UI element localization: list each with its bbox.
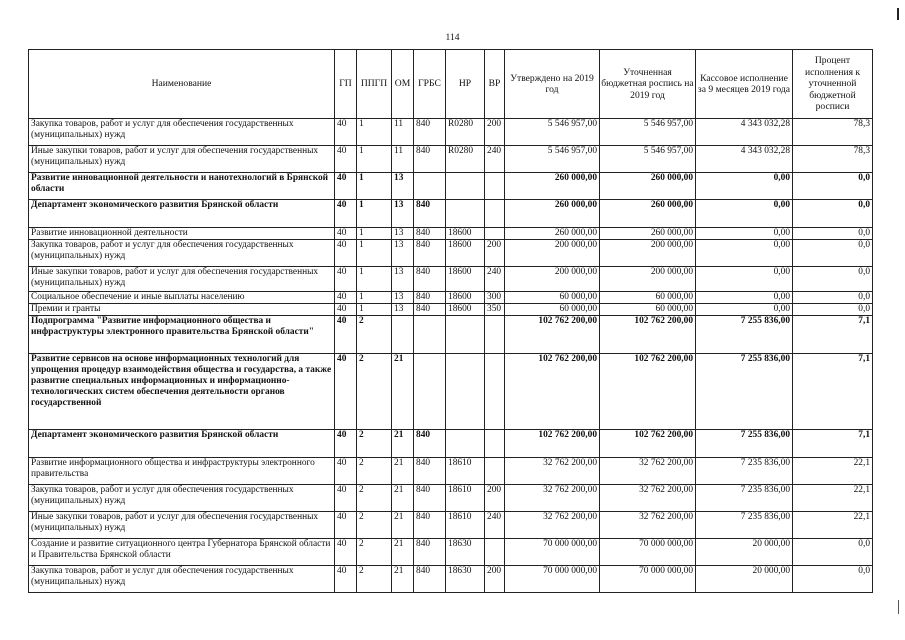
cell-pgp: 2: [357, 485, 392, 512]
cell-np: 18600: [446, 240, 485, 267]
table-row: [29, 240, 873, 267]
table-header-row: [29, 50, 873, 119]
cell-percent: 78,3: [793, 119, 873, 146]
cell-om: 13: [392, 200, 414, 228]
cell-name: Развитие инновационной деятельности и нанотехнологий в Брянской области: [29, 173, 335, 200]
col-header-approved: Утверждено на 2019 год: [505, 50, 600, 119]
cell-np: R0280: [446, 146, 485, 173]
cell-name: Премии и гранты: [29, 304, 335, 316]
cell-approved: 32 762 200,00: [505, 485, 600, 512]
cell-name: Развитие сервисов на основе информационных технологий для упрощения процедур взаимодействия общества и государства, а также развитие специальных информационных и информационно-технологических систем обеспечения деятельности органов государственной: [29, 354, 335, 430]
cell-gp: 40: [335, 430, 357, 458]
col-header-gp: ГП: [335, 50, 357, 119]
table-row: [29, 316, 873, 354]
cell-np: [446, 430, 485, 458]
cell-refined: 60 000,00: [600, 292, 696, 304]
cell-grbs: 840: [414, 292, 446, 304]
cell-cash: 7 255 836,00: [696, 316, 793, 354]
cell-np: [446, 200, 485, 228]
col-header-refined: Уточненная бюджетная роспись на 2019 год: [600, 50, 696, 119]
cell-gp: 40: [335, 200, 357, 228]
cell-om: 13: [392, 292, 414, 304]
cell-cash: 0,00: [696, 267, 793, 292]
cell-cash: 0,00: [696, 228, 793, 240]
cell-gp: 40: [335, 267, 357, 292]
cell-pgp: 2: [357, 539, 392, 566]
cell-percent: 7,1: [793, 430, 873, 458]
cell-refined: 102 762 200,00: [600, 316, 696, 354]
cell-percent: 0,0: [793, 240, 873, 267]
cell-percent: 0,0: [793, 539, 873, 566]
col-header-grbs: ГРБС: [414, 50, 446, 119]
cell-grbs: [414, 173, 446, 200]
cell-np: [446, 173, 485, 200]
cell-approved: 70 000 000,00: [505, 539, 600, 566]
cell-name: Иные закупки товаров, работ и услуг для обеспечения государственных (муниципальных) нужд: [29, 512, 335, 539]
cell-om: 11: [392, 146, 414, 173]
cell-cash: 0,00: [696, 200, 793, 228]
cell-pgp: 1: [357, 173, 392, 200]
cell-name: Развитие инновационной деятельности: [29, 228, 335, 240]
cell-vr: [485, 173, 505, 200]
table-row: [29, 566, 873, 593]
cell-np: [446, 354, 485, 430]
cell-grbs: 840: [414, 304, 446, 316]
cell-om: 21: [392, 512, 414, 539]
cell-cash: 7 235 836,00: [696, 485, 793, 512]
table-row: [29, 430, 873, 458]
cell-grbs: 840: [414, 267, 446, 292]
cell-gp: 40: [335, 119, 357, 146]
cell-np: R0280: [446, 119, 485, 146]
cell-approved: 5 546 957,00: [505, 146, 600, 173]
cell-pgp: 2: [357, 354, 392, 430]
cell-grbs: 840: [414, 200, 446, 228]
cell-cash: 7 255 836,00: [696, 354, 793, 430]
cell-pgp: 2: [357, 566, 392, 593]
cell-vr: 300: [485, 292, 505, 304]
cell-gp: 40: [335, 539, 357, 566]
cell-np: 18630: [446, 539, 485, 566]
cell-grbs: 840: [414, 485, 446, 512]
cell-np: 18610: [446, 485, 485, 512]
cell-percent: 0,0: [793, 304, 873, 316]
cell-om: 13: [392, 267, 414, 292]
cell-percent: 0,0: [793, 173, 873, 200]
cell-grbs: [414, 316, 446, 354]
cell-cash: 0,00: [696, 304, 793, 316]
cell-gp: 40: [335, 512, 357, 539]
col-header-vr: ВР: [485, 50, 505, 119]
cell-grbs: 840: [414, 566, 446, 593]
cell-om: 21: [392, 458, 414, 485]
table-row: [29, 119, 873, 146]
cell-name: Департамент экономического развития Брянской области: [29, 200, 335, 228]
cell-name: Иные закупки товаров, работ и услуг для обеспечения государственных (муниципальных) нужд: [29, 267, 335, 292]
cell-grbs: 840: [414, 240, 446, 267]
cell-cash: 20 000,00: [696, 566, 793, 593]
cell-vr: 200: [485, 240, 505, 267]
cell-np: 18630: [446, 566, 485, 593]
cell-name: Создание и развитие ситуационного центра Губернатора Брянской области и Правительства Брянской области: [29, 539, 335, 566]
cell-np: 18600: [446, 292, 485, 304]
table-row: [29, 228, 873, 240]
cell-pgp: 1: [357, 119, 392, 146]
cell-om: 13: [392, 240, 414, 267]
cell-pgp: 2: [357, 430, 392, 458]
cell-percent: 78,3: [793, 146, 873, 173]
cell-om: 13: [392, 228, 414, 240]
cell-percent: 22,1: [793, 485, 873, 512]
cell-grbs: 840: [414, 430, 446, 458]
col-header-om: ОМ: [392, 50, 414, 119]
cell-vr: [485, 316, 505, 354]
cell-vr: 240: [485, 146, 505, 173]
cell-om: 21: [392, 539, 414, 566]
cell-name: Департамент экономического развития Брянской области: [29, 430, 335, 458]
cell-cash: 0,00: [696, 240, 793, 267]
table-row: [29, 458, 873, 485]
table-row: [29, 200, 873, 228]
table-row: [29, 146, 873, 173]
cell-approved: 60 000,00: [505, 304, 600, 316]
cell-percent: 7,1: [793, 316, 873, 354]
cell-gp: 40: [335, 566, 357, 593]
cell-pgp: 2: [357, 512, 392, 539]
cell-approved: 200 000,00: [505, 240, 600, 267]
col-header-cash: Кассовое исполнение за 9 месяцев 2019 года: [696, 50, 793, 119]
cell-percent: 7,1: [793, 354, 873, 430]
cell-om: 21: [392, 485, 414, 512]
cell-np: 18610: [446, 458, 485, 485]
cell-approved: 200 000,00: [505, 267, 600, 292]
cell-grbs: 840: [414, 539, 446, 566]
cell-grbs: 840: [414, 458, 446, 485]
cell-cash: 7 235 836,00: [696, 458, 793, 485]
cell-pgp: 1: [357, 267, 392, 292]
cell-pgp: 2: [357, 458, 392, 485]
cell-refined: 102 762 200,00: [600, 354, 696, 430]
cell-cash: 7 255 836,00: [696, 430, 793, 458]
cell-percent: 22,1: [793, 512, 873, 539]
cell-gp: 40: [335, 304, 357, 316]
cell-refined: 60 000,00: [600, 304, 696, 316]
table-row: [29, 354, 873, 430]
cell-vr: 200: [485, 119, 505, 146]
col-header-percent: Процент исполнения к уточненной бюджетной росписи: [793, 50, 873, 119]
cell-name: Подпрограмма "Развитие информационного общества и инфраструктуры электронного правительства Брянской области": [29, 316, 335, 354]
cell-vr: [485, 354, 505, 430]
cell-refined: 70 000 000,00: [600, 566, 696, 593]
cell-name: Социальное обеспечение и иные выплаты населению: [29, 292, 335, 304]
col-header-np: НР: [446, 50, 485, 119]
cell-vr: 350: [485, 304, 505, 316]
table-row: [29, 512, 873, 539]
cell-cash: 4 343 032,28: [696, 119, 793, 146]
scan-edge-mark: [897, 8, 899, 20]
cell-approved: 102 762 200,00: [505, 354, 600, 430]
cell-gp: 40: [335, 240, 357, 267]
cell-om: 21: [392, 354, 414, 430]
table-row: [29, 304, 873, 316]
cell-name: Иные закупки товаров, работ и услуг для обеспечения государственных (муниципальных) нужд: [29, 146, 335, 173]
cell-pgp: 1: [357, 304, 392, 316]
cell-pgp: 2: [357, 316, 392, 354]
cell-approved: 102 762 200,00: [505, 316, 600, 354]
cell-gp: 40: [335, 458, 357, 485]
cell-vr: [485, 430, 505, 458]
cell-refined: 200 000,00: [600, 267, 696, 292]
budget-execution-table: [28, 49, 873, 593]
col-header-pgp: ППГП: [357, 50, 392, 119]
cell-refined: 32 762 200,00: [600, 485, 696, 512]
cell-gp: 40: [335, 485, 357, 512]
cell-approved: 260 000,00: [505, 200, 600, 228]
cell-om: 13: [392, 304, 414, 316]
cell-percent: 0,0: [793, 228, 873, 240]
cell-approved: 5 546 957,00: [505, 119, 600, 146]
table-row: [29, 485, 873, 512]
cell-refined: 260 000,00: [600, 228, 696, 240]
cell-name: Закупка товаров, работ и услуг для обеспечения государственных (муниципальных) нужд: [29, 119, 335, 146]
cell-vr: 240: [485, 267, 505, 292]
cell-cash: 4 343 032,28: [696, 146, 793, 173]
cell-grbs: 840: [414, 228, 446, 240]
cell-name: Закупка товаров, работ и услуг для обеспечения государственных (муниципальных) нужд: [29, 566, 335, 593]
page-number: 114: [445, 33, 460, 43]
cell-refined: 32 762 200,00: [600, 458, 696, 485]
cell-cash: 20 000,00: [696, 539, 793, 566]
cell-vr: [485, 200, 505, 228]
cell-gp: 40: [335, 354, 357, 430]
cell-gp: 40: [335, 173, 357, 200]
cell-percent: 0,0: [793, 292, 873, 304]
cell-om: 21: [392, 566, 414, 593]
table-row: [29, 292, 873, 304]
cell-np: 18600: [446, 228, 485, 240]
cell-refined: 5 546 957,00: [600, 119, 696, 146]
cell-pgp: 1: [357, 292, 392, 304]
cell-approved: 32 762 200,00: [505, 458, 600, 485]
cell-cash: 0,00: [696, 173, 793, 200]
cell-pgp: 1: [357, 228, 392, 240]
cell-grbs: [414, 354, 446, 430]
cell-name: Развитие информационного общества и инфраструктуры электронного правительства: [29, 458, 335, 485]
cell-approved: 102 762 200,00: [505, 430, 600, 458]
cell-np: [446, 316, 485, 354]
cell-cash: 0,00: [696, 292, 793, 304]
col-header-name: Наименование: [29, 50, 335, 119]
cell-refined: 200 000,00: [600, 240, 696, 267]
cell-gp: 40: [335, 228, 357, 240]
table-row: [29, 173, 873, 200]
cell-vr: 200: [485, 566, 505, 593]
cell-gp: 40: [335, 316, 357, 354]
cell-name: Закупка товаров, работ и услуг для обеспечения государственных (муниципальных) нужд: [29, 485, 335, 512]
cell-om: 11: [392, 119, 414, 146]
cell-name: Закупка товаров, работ и услуг для обеспечения государственных (муниципальных) нужд: [29, 240, 335, 267]
cell-vr: [485, 228, 505, 240]
cell-cash: 7 235 836,00: [696, 512, 793, 539]
cell-approved: 70 000 000,00: [505, 566, 600, 593]
cell-pgp: 1: [357, 240, 392, 267]
cell-percent: 22,1: [793, 458, 873, 485]
scan-edge-mark: [898, 600, 899, 614]
cell-vr: 200: [485, 485, 505, 512]
cell-approved: 260 000,00: [505, 228, 600, 240]
table-row: [29, 267, 873, 292]
cell-percent: 0,0: [793, 566, 873, 593]
cell-grbs: 840: [414, 119, 446, 146]
cell-grbs: 840: [414, 512, 446, 539]
cell-om: [392, 316, 414, 354]
cell-approved: 32 762 200,00: [505, 512, 600, 539]
cell-om: 13: [392, 173, 414, 200]
table-row: [29, 539, 873, 566]
cell-approved: 260 000,00: [505, 173, 600, 200]
cell-vr: 240: [485, 512, 505, 539]
cell-np: 18600: [446, 267, 485, 292]
cell-refined: 102 762 200,00: [600, 430, 696, 458]
cell-om: 21: [392, 430, 414, 458]
cell-vr: [485, 458, 505, 485]
cell-pgp: 1: [357, 200, 392, 228]
cell-grbs: 840: [414, 146, 446, 173]
cell-gp: 40: [335, 146, 357, 173]
cell-pgp: 1: [357, 146, 392, 173]
cell-refined: 70 000 000,00: [600, 539, 696, 566]
cell-approved: 60 000,00: [505, 292, 600, 304]
cell-vr: [485, 539, 505, 566]
cell-refined: 5 546 957,00: [600, 146, 696, 173]
cell-gp: 40: [335, 292, 357, 304]
cell-refined: 32 762 200,00: [600, 512, 696, 539]
cell-refined: 260 000,00: [600, 200, 696, 228]
cell-percent: 0,0: [793, 267, 873, 292]
cell-refined: 260 000,00: [600, 173, 696, 200]
cell-percent: 0,0: [793, 200, 873, 228]
cell-np: 18610: [446, 512, 485, 539]
cell-np: 18600: [446, 304, 485, 316]
